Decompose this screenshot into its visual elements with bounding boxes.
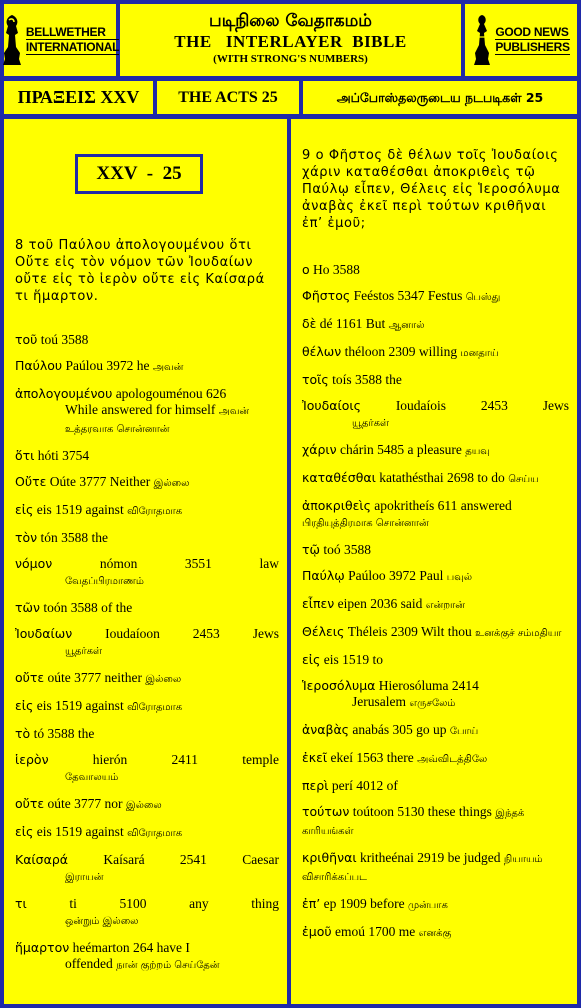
ram-logo-icon xyxy=(1,13,23,67)
book-english: THE ACTS 25 xyxy=(178,89,278,106)
tamil-gloss: இந்தக் காரியங்கள் xyxy=(302,808,525,837)
word-entry xyxy=(302,470,569,488)
book-greek-box xyxy=(4,81,153,114)
word-entry xyxy=(302,316,569,334)
transliteration-strongs: toón 3588 of the xyxy=(43,600,133,615)
greek-word: εἶπεν xyxy=(302,596,335,611)
chapter-badge: XXV - 25 xyxy=(75,154,203,194)
tamil-gloss: எருசலேம் xyxy=(409,698,456,709)
bellwether-logo xyxy=(4,4,120,76)
tamil-gloss: நியாயம் விசாரிக்கப்பட xyxy=(302,854,543,883)
word-entry xyxy=(302,896,569,914)
word-entry xyxy=(302,804,569,840)
tamil-gloss: முன்பாக xyxy=(407,900,448,911)
greek-word: Καίσαρά xyxy=(15,852,69,867)
transliteration-strongs: Paúlou 3972 he xyxy=(65,358,150,373)
greek-word: ἥμαρτον xyxy=(15,940,70,955)
transliteration-strongs: hierón 2411 temple xyxy=(92,752,279,767)
greek-word: τῶν xyxy=(15,600,40,615)
transliteration-strongs: eis 1519 against xyxy=(36,698,124,713)
transliteration-strongs: toó 3588 xyxy=(323,542,372,557)
word-entry xyxy=(15,670,279,688)
tamil-gloss: பவுல் xyxy=(446,572,473,583)
greek-word: τι xyxy=(15,896,27,911)
transliteration-strongs: toís 3588 the xyxy=(332,372,402,387)
greek-word: ἐκεῖ xyxy=(302,750,328,765)
word-entry xyxy=(15,852,279,886)
right-logo-line2: PUBLISHERS xyxy=(495,40,570,54)
title-english: THE INTERLAYER BIBLE xyxy=(174,32,407,51)
greek-word: οὔτε xyxy=(15,670,45,685)
word-entry xyxy=(15,600,279,616)
tamil-gloss: எனக்கு xyxy=(418,928,452,939)
tamil-gloss: அவன் xyxy=(152,362,184,373)
word-entry xyxy=(302,624,569,642)
figure-logo-icon xyxy=(472,13,492,67)
greek-word: νόμον xyxy=(15,556,53,571)
transliteration-strongs: tón 3588 the xyxy=(40,530,109,545)
transliteration-strongs: toútoon 5130 these things xyxy=(352,804,492,819)
word-entry xyxy=(302,652,569,668)
transliteration-strongs: tó 3588 the xyxy=(33,726,95,741)
transliteration-strongs: ekeí 1563 there xyxy=(330,750,414,765)
transliteration-strongs: dé 1161 But xyxy=(319,316,386,331)
greek-word: ἀναβὰς xyxy=(302,722,350,737)
transliteration-strongs: kritheénai 2919 be judged xyxy=(359,850,501,865)
word-entry xyxy=(302,722,569,740)
word-entry xyxy=(15,626,279,660)
transliteration-strongs: Feéstos 5347 Festus xyxy=(353,288,463,303)
word-entry xyxy=(302,344,569,362)
transliteration-strongs: katathésthai 2698 to do xyxy=(379,470,505,485)
title-tamil: படிநிலை வேதாகமம் xyxy=(209,11,372,31)
greek-word: Παύλῳ xyxy=(302,568,345,583)
word-entry xyxy=(15,796,279,814)
verse-8-text: 8 τοῦ Παύλου ἀπολογουμένου ὅτι Οὔτε εἰς τὸν νόμον τῶν Ἰουδαίων οὔτε εἰς τὸ ἱερὸν οὔτε εἰς Καίσαρά τι ἥμαρτον. xyxy=(15,238,265,304)
transliteration-strongs: toú 3588 xyxy=(40,332,89,347)
word-entry xyxy=(302,568,569,586)
greek-word: ο xyxy=(302,262,310,277)
tamil-gloss: இராயன் xyxy=(65,872,104,883)
transliteration-strongs: emoú 1700 me xyxy=(334,924,416,939)
word-entry xyxy=(302,398,569,432)
left-column xyxy=(4,119,287,1004)
transliteration-strongs: apologouménou 626 xyxy=(115,386,227,401)
word-entry xyxy=(302,850,569,886)
word-entry xyxy=(302,924,569,942)
word-entry xyxy=(302,750,569,768)
tamil-gloss: விரோதமாக xyxy=(127,828,183,839)
greek-word: εἰς xyxy=(302,652,321,667)
transliteration-strongs: Kaísará 2541 Caesar xyxy=(103,852,279,867)
transliteration-strongs: Ho 3588 xyxy=(313,262,360,277)
word-entry xyxy=(15,896,279,930)
word-entry xyxy=(15,448,279,464)
word-entry xyxy=(302,542,569,558)
tamil-gloss: யூதர்கள் xyxy=(352,418,390,429)
greek-word: περὶ xyxy=(302,778,329,793)
greek-word: Ἰουδαίων xyxy=(15,626,73,641)
book-english-box xyxy=(157,81,299,114)
word-entry xyxy=(15,502,279,520)
word-entry xyxy=(15,698,279,716)
greek-word: τὸ xyxy=(15,726,31,741)
transliteration-strongs: ti 5100 any thing xyxy=(69,896,279,911)
tamil-gloss: இல்லை xyxy=(125,800,162,811)
left-logo-line2: INTERNATIONAL xyxy=(25,40,120,54)
greek-word: τοῖς xyxy=(302,372,329,387)
greek-word: ἀπολογουμένου xyxy=(15,386,113,401)
tamil-gloss: யூதர்கள் xyxy=(65,646,103,657)
word-entry xyxy=(302,778,569,794)
greek-word: εἰς xyxy=(15,824,34,839)
greek-word: τὸν xyxy=(15,530,38,545)
tamil-gloss: ஒன்றும் இல்லை xyxy=(65,916,139,927)
word-entry xyxy=(15,940,279,974)
word-entry xyxy=(15,824,279,842)
greek-word: εἰς xyxy=(15,698,34,713)
word-entry xyxy=(302,678,569,712)
transliteration-strongs: Paúloo 3972 Paul xyxy=(348,568,444,583)
tamil-gloss: அவன் உத்தரவாக சொன்னான் xyxy=(65,406,250,435)
transliteration-strongs: oúte 3777 neither xyxy=(47,670,143,685)
word-entry xyxy=(15,358,279,376)
transliteration-strongs: eis 1519 against xyxy=(36,502,124,517)
greek-word: χάριν xyxy=(302,442,337,457)
transliteration-strongs: eipen 2036 said xyxy=(337,596,423,611)
tamil-gloss: தேவாலயம் xyxy=(65,772,119,783)
tamil-gloss: அவ்விடத்திலே xyxy=(417,754,488,765)
transliteration-strongs: apokritheís 611 answered xyxy=(374,498,512,513)
transliteration-strongs: ep 1909 before xyxy=(323,896,405,911)
word-entry xyxy=(15,752,279,786)
greek-word: ἐμοῦ xyxy=(302,924,332,939)
greek-word: τοῦ xyxy=(15,332,38,347)
greek-word: δὲ xyxy=(302,316,317,331)
title-banner xyxy=(120,4,461,76)
transliteration-strongs: eis 1519 against xyxy=(36,824,124,839)
tamil-gloss: பிரதியுத்திரமாக சொன்னான் xyxy=(302,518,429,529)
tamil-gloss: விரோதமாக xyxy=(127,506,183,517)
tamil-gloss: மனதாய் xyxy=(460,348,499,359)
verse-9-text: 9 ο Φῆστος δὲ θέλων τοῖς Ἰουδαίοις χάριν καταθέσθαι ἀποκριθεὶς τῷ Παύλῳ εἶπεν, Θέλεις εἰς Ἱεροσόλυμα ἀναβὰς ἐκεῖ περὶ τούτων κριθῆναι ἐπ’ ἐμοῦ; xyxy=(302,148,561,231)
word-entry xyxy=(15,726,279,742)
transliteration-strongs: chárin 5485 a pleasure xyxy=(339,442,462,457)
transliteration-strongs: heémarton 264 have I xyxy=(72,940,190,955)
greek-word: Οὔτε xyxy=(15,474,47,489)
greek-word: ἀποκριθεὶς xyxy=(302,498,371,513)
title-subtitle: (WITH STRONG'S NUMBERS) xyxy=(213,53,368,65)
tamil-gloss: இல்லை xyxy=(145,674,182,685)
greek-word: ἐπ’ xyxy=(302,896,321,911)
word-entry xyxy=(302,596,569,614)
word-entry xyxy=(15,332,279,348)
tamil-gloss: செய்ய xyxy=(508,474,539,485)
tamil-gloss: என்றான் xyxy=(425,600,465,611)
transliteration-strongs: perí 4012 of xyxy=(331,778,398,793)
word-entry xyxy=(302,372,569,388)
greek-word: Φῆστος xyxy=(302,288,351,303)
greek-word: Ἱεροσόλυμα xyxy=(302,678,376,693)
tamil-gloss: தயவு xyxy=(465,446,490,457)
greek-word: Θέλεις xyxy=(302,624,345,639)
english-continuation: offended நான் குற்றம் செய்தேன் xyxy=(65,956,220,971)
word-entry xyxy=(15,386,279,438)
greek-word: ὅτι xyxy=(15,448,35,463)
book-tamil-box xyxy=(303,81,577,114)
word-entry xyxy=(15,474,279,492)
right-column xyxy=(291,119,577,1004)
greek-word: τῷ xyxy=(302,542,320,557)
transliteration-strongs: Hierosóluma 2414 xyxy=(378,678,479,693)
transliteration-strongs: Oúte 3777 Neither xyxy=(49,474,151,489)
greek-word: Ἰουδαίοις xyxy=(302,398,361,413)
transliteration-strongs: oúte 3777 nor xyxy=(47,796,123,811)
transliteration-strongs: eis 1519 to xyxy=(323,652,383,667)
tamil-gloss: ஆனால் xyxy=(388,320,425,331)
transliteration-strongs: théloon 2309 willing xyxy=(344,344,458,359)
word-entry xyxy=(15,556,279,590)
transliteration-strongs: hóti 3754 xyxy=(37,448,90,463)
transliteration-strongs: Ioudaíois 2453 Jews xyxy=(395,398,569,413)
english-continuation: Jerusalem எருசலேம் xyxy=(352,694,456,709)
right-logo-line1: GOOD NEWS xyxy=(495,25,569,39)
greek-word: θέλων xyxy=(302,344,342,359)
tamil-gloss: இல்லை xyxy=(153,478,190,489)
tamil-gloss: உனக்குச் சம்மதியா xyxy=(475,628,562,639)
greek-word: εἰς xyxy=(15,502,34,517)
tamil-gloss: வேதப்பிரமாணம் xyxy=(65,576,144,587)
greek-word: ἱερὸν xyxy=(15,752,49,767)
transliteration-strongs: nómon 3551 law xyxy=(99,556,279,571)
good-news-logo xyxy=(465,4,577,76)
left-word-list xyxy=(15,332,279,984)
greek-word: Παύλου xyxy=(15,358,63,373)
word-entry xyxy=(302,442,569,460)
greek-word: τούτων xyxy=(302,804,350,819)
transliteration-strongs: Théleis 2309 Wilt thou xyxy=(347,624,472,639)
book-greek: ΠΡΑΞΕΙΣ XXV xyxy=(17,87,140,107)
english-continuation: While answered for himself அவன் உத்தரவாக சொன்னான் xyxy=(65,402,250,435)
greek-word: οὔτε xyxy=(15,796,45,811)
word-entry xyxy=(302,498,569,532)
tamil-gloss: போய் xyxy=(449,726,479,737)
word-entry xyxy=(15,530,279,546)
tamil-gloss: நான் குற்றம் செய்தேன் xyxy=(116,960,220,971)
word-entry xyxy=(302,288,569,306)
right-word-list xyxy=(302,262,569,952)
tamil-gloss: விரோதமாக xyxy=(127,702,183,713)
tamil-gloss: பெஸ்து xyxy=(465,292,501,303)
left-logo-line1: BELLWETHER xyxy=(26,25,119,40)
greek-word: καταθέσθαι xyxy=(302,470,376,485)
transliteration-strongs: anabás 305 go up xyxy=(352,722,447,737)
transliteration-strongs: Ioudaíoon 2453 Jews xyxy=(105,626,279,641)
book-tamil: அப்போஸ்தலருடைய நடபடிகள் 25 xyxy=(336,90,544,105)
word-entry xyxy=(302,262,569,278)
greek-word: κριθῆναι xyxy=(302,850,357,865)
